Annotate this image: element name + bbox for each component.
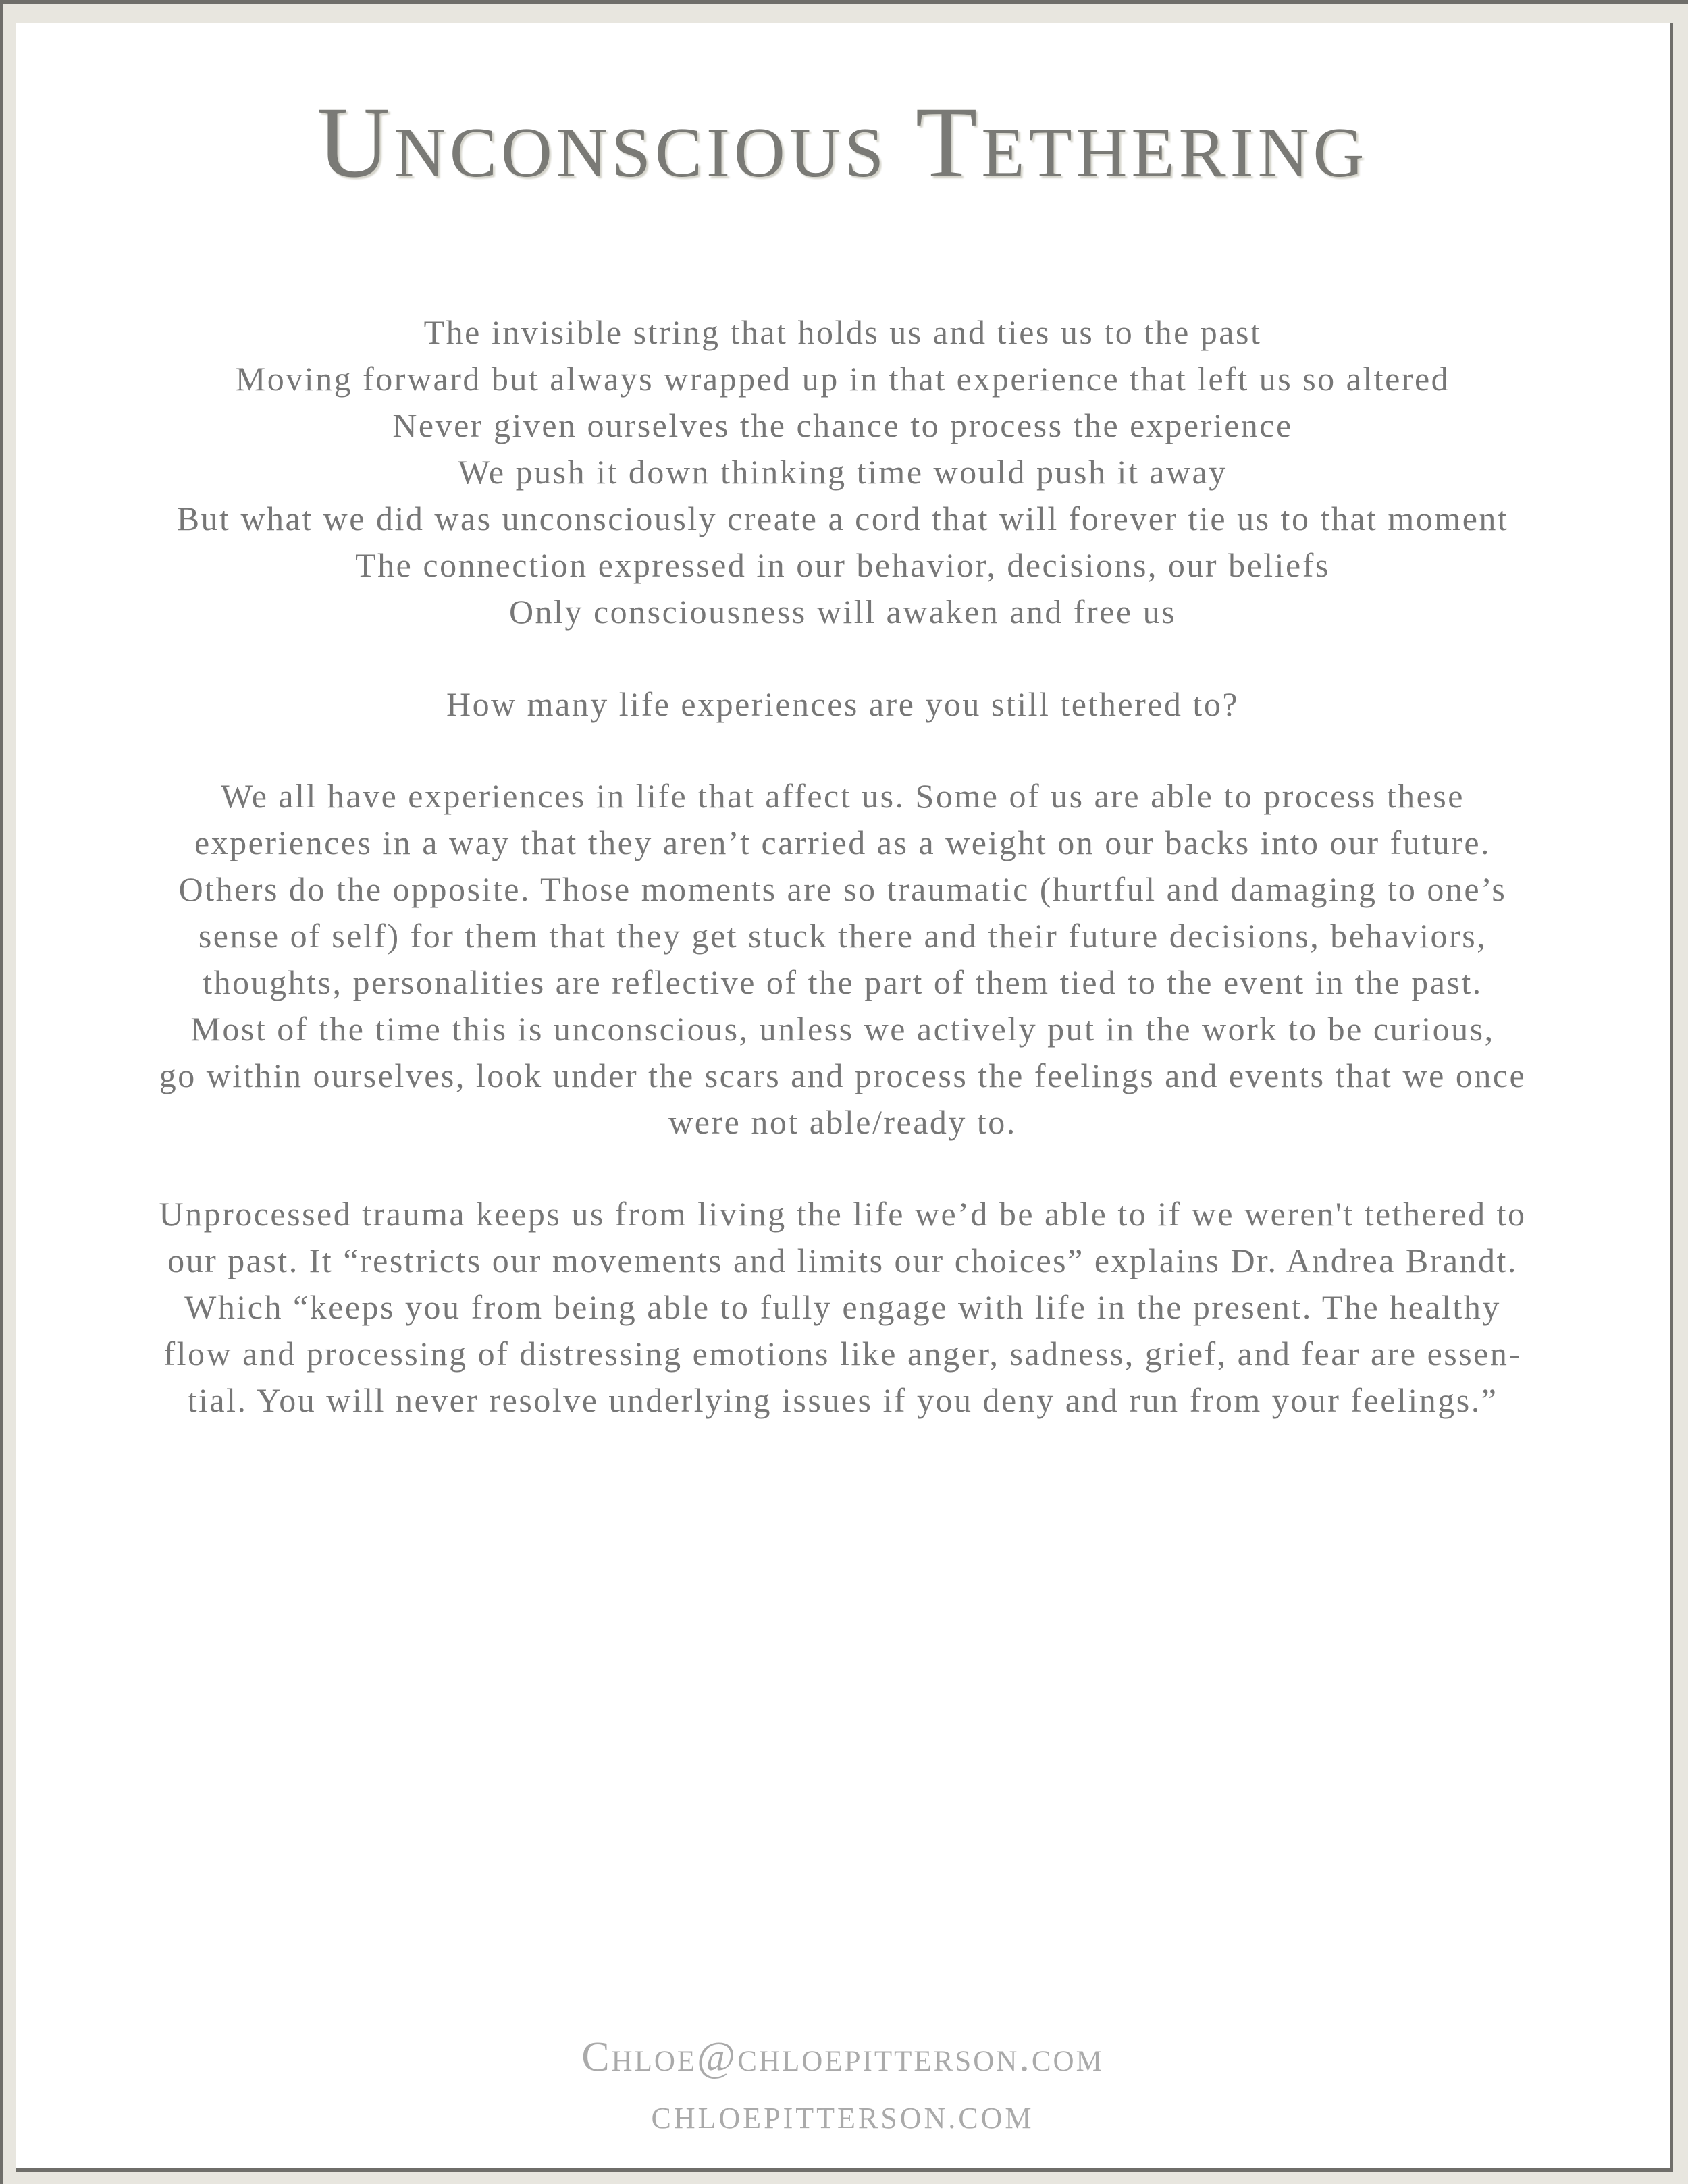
paragraph-line: Most of the time this is unconscious, unless we actively put in the work to be curious, — [190, 1010, 1495, 1048]
paragraph-line: Unprocessed trauma keeps us from living the life we’d be able to if we weren't tethered to — [159, 1195, 1527, 1233]
paragraph-line: experiences in a way that they aren’t carried as a weight on our backs into our future. — [194, 824, 1492, 861]
page-title: Unconscious Tethering — [317, 86, 1369, 198]
document-page — [16, 23, 1673, 2172]
poem-line: The invisible string that holds us and ties us to the past — [423, 313, 1262, 351]
paragraph-line: Others do the opposite. Those moments are so traumatic (hurtful and damaging to one’s — [178, 870, 1507, 908]
footer-website[interactable]: CHLOEPITTERSON.COM — [651, 2102, 1034, 2135]
paragraph-line: tial. You will never resolve underlying issues if you deny and run from your feelings.” — [187, 1381, 1498, 1419]
footer-email[interactable]: Chloe@chloepitterson.com — [581, 2034, 1104, 2080]
poem-line: Never given ourselves the chance to process the experience — [392, 406, 1293, 444]
poem-line: Only consciousness will awaken and free us — [508, 593, 1177, 631]
poem — [16, 309, 1670, 635]
poem-line: Moving forward but always wrapped up in that experience that left us so altered — [235, 360, 1450, 398]
paragraph-1 — [16, 773, 1670, 1146]
paragraph-line: our past. It “restricts our movements and limits our choices” explains Dr. Andrea Brandt. — [167, 1242, 1518, 1279]
paragraph-line: We all have experiences in life that affect us. Some of us are able to process these — [221, 777, 1465, 815]
paragraph-line: were not able/ready to. — [668, 1103, 1017, 1141]
question-text: How many life experiences are you still tethered to? — [446, 685, 1240, 723]
paragraph-line: thoughts, personalities are reflective of the part of them tied to the event in the past. — [203, 963, 1483, 1001]
paragraph-2 — [16, 1191, 1670, 1424]
paragraph-line: sense of self) for them that they get stuck there and their future decisions, behaviors, — [198, 917, 1487, 955]
paragraph-line: Which “keeps you from being able to fully engage with life in the present. The healthy — [184, 1288, 1501, 1326]
poem-line: The connection expressed in our behavior, decisions, our beliefs — [355, 546, 1330, 584]
poem-line: But what we did was unconsciously create a cord that will forever tie us to that moment — [176, 500, 1509, 537]
paragraph-line: go within ourselves, look under the scars and process the feelings and events that we once — [159, 1057, 1527, 1094]
paragraph-line: flow and processing of distressing emotions like anger, sadness, grief, and fear are essen- — [163, 1335, 1522, 1373]
question — [16, 681, 1670, 728]
poem-line: We push it down thinking time would push it away — [458, 453, 1228, 491]
